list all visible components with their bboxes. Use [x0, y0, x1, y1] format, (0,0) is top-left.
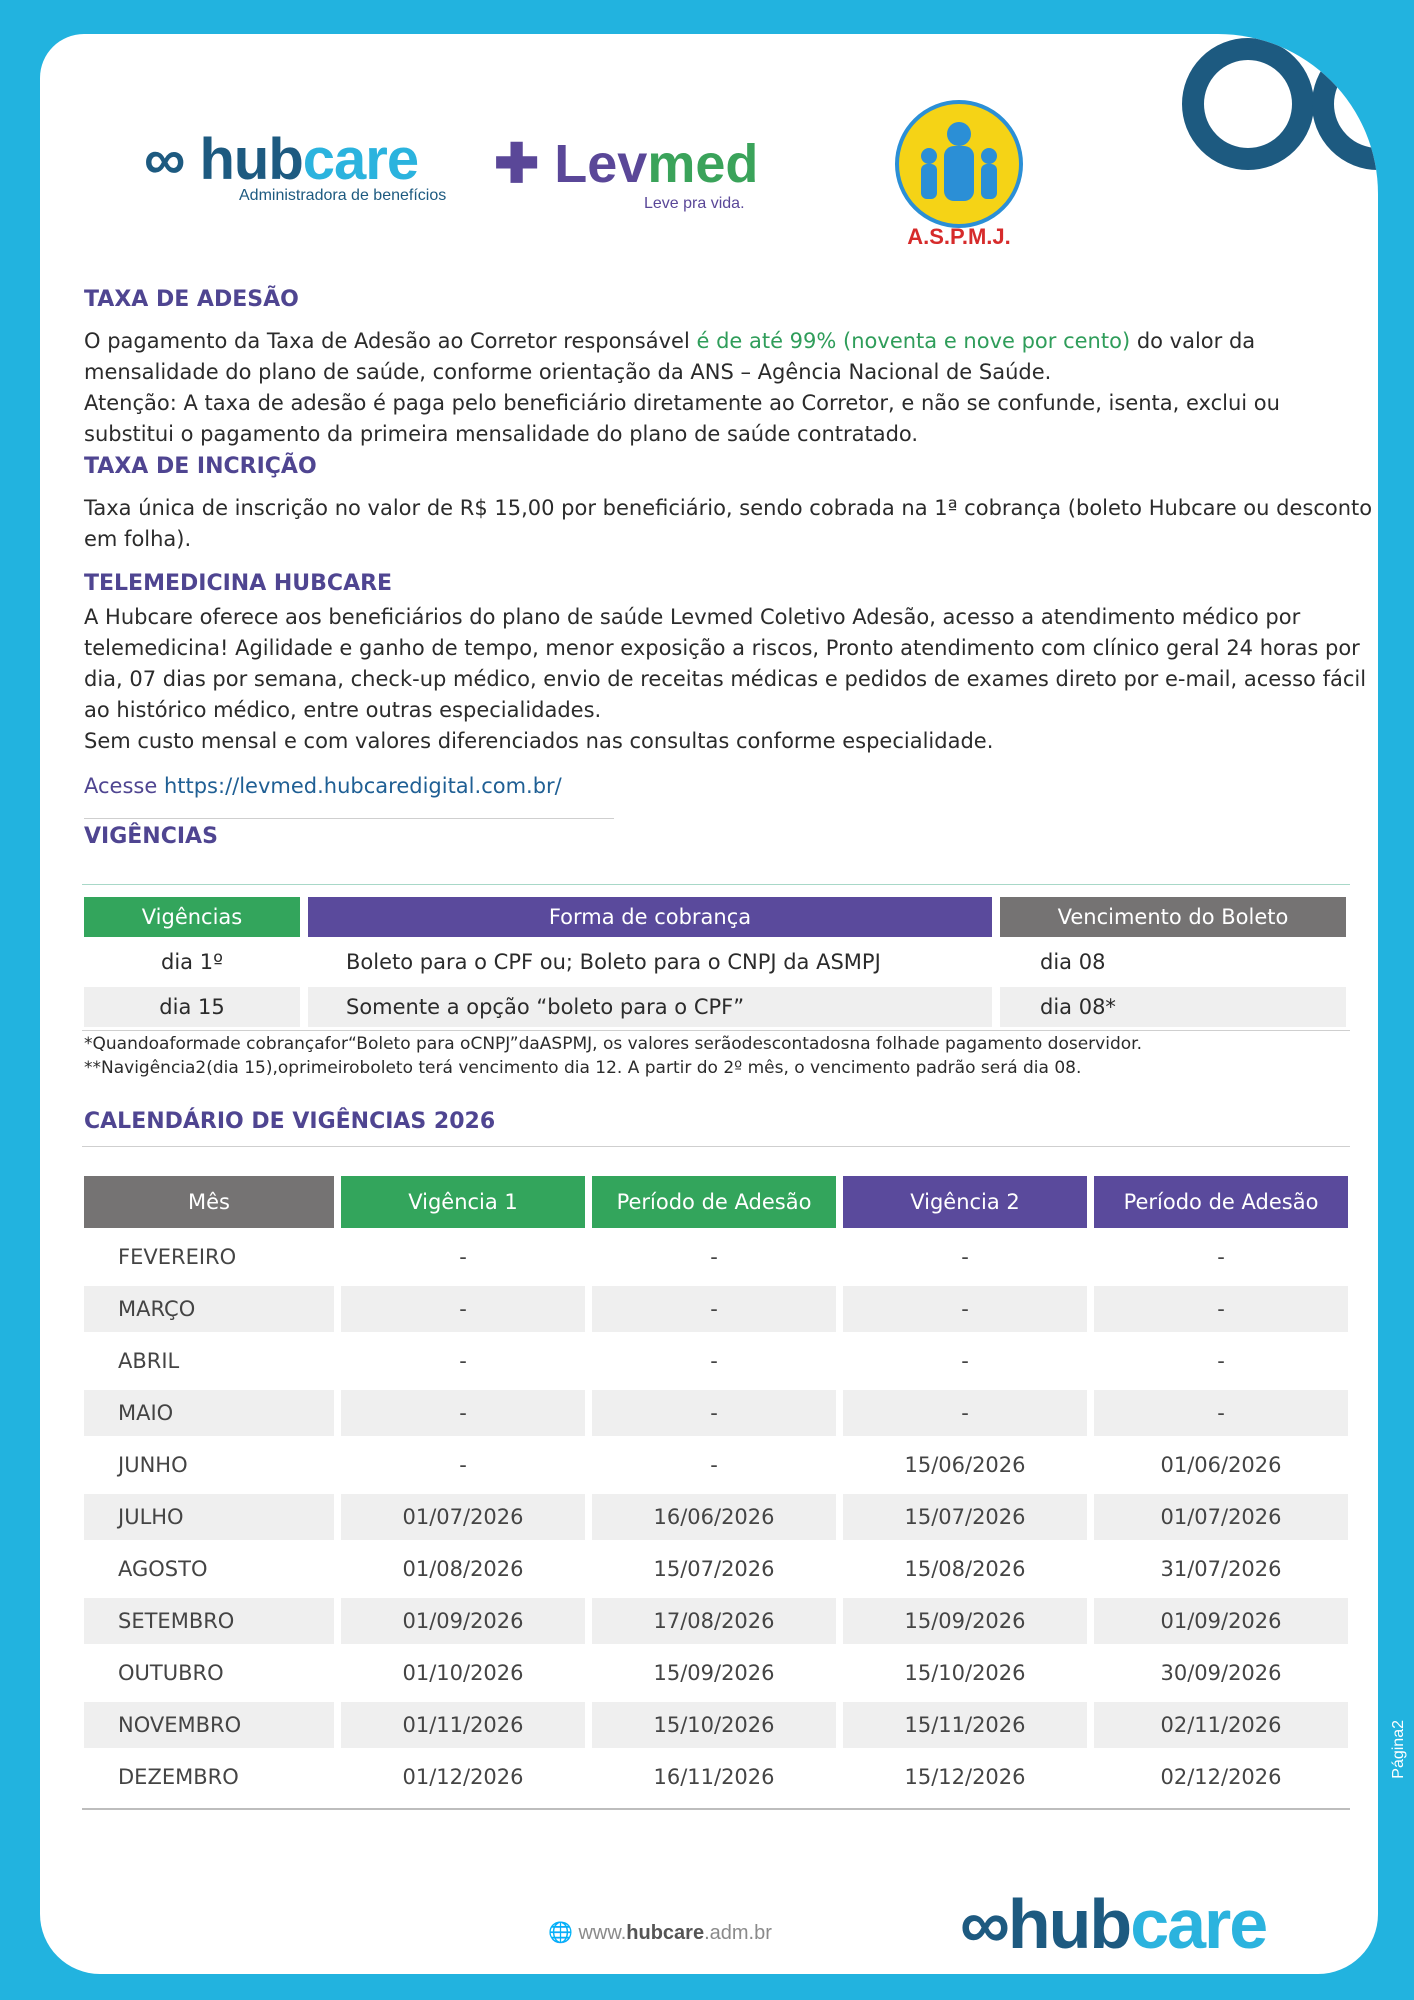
table-cell: - — [710, 1453, 718, 1477]
hubcare-logo-text-b: care — [302, 127, 419, 192]
table-cell: dia 15 — [84, 987, 300, 1027]
decorative-rings — [1138, 34, 1378, 214]
calendario-bottom-rule — [82, 1808, 1350, 1810]
svg-text:A.S.P.M.J.: A.S.P.M.J. — [907, 224, 1011, 249]
hubcare-logo-text-a: hub — [199, 127, 303, 192]
table-cell: 17/08/2026 — [592, 1598, 836, 1644]
table-cell: - — [1217, 1245, 1225, 1269]
table-cell: 02/11/2026 — [1094, 1702, 1348, 1748]
table-cell: - — [961, 1245, 969, 1269]
vigencias-header-forma: Forma de cobrança — [308, 897, 992, 937]
taxa-adesao-highlight: é de até 99% (noventa e nove por cento) — [696, 329, 1131, 353]
table-cell: 15/10/2026 — [904, 1661, 1026, 1685]
table-cell: 01/12/2026 — [402, 1765, 524, 1789]
table-cell: NOVEMBRO — [84, 1702, 334, 1748]
calendario-divider — [82, 1146, 1350, 1147]
table-cell: - — [459, 1453, 467, 1477]
table-cell: 01/09/2026 — [341, 1598, 585, 1644]
table-cell: - — [592, 1390, 836, 1436]
hubcare-tagline: Administradora de benefícios — [239, 187, 447, 204]
calendario-header-mes: Mês — [84, 1176, 334, 1228]
table-cell: SETEMBRO — [84, 1598, 334, 1644]
table-cell: - — [1094, 1390, 1348, 1436]
table-cell: 15/09/2026 — [843, 1598, 1087, 1644]
table-row — [84, 1442, 1348, 1488]
telemedicina-paragraph-1: A Hubcare oferece aos beneficiários do plano de saúde Levmed Coletivo Adesão, acesso a atendimento médico por telemedicina! Agilidade e ganho de tempo, menor exposição a riscos, Pronto atendimento com clínico geral 24 horas por dia, 07 dias por semana, check-up médico, envio de receitas médicas e pedidos de exames direto por e-mail, acesso fácil ao histórico médico, entre outras especialidades. — [84, 605, 1367, 722]
vigencias-header-vencimento: Vencimento do Boleto — [1000, 897, 1346, 937]
calendario-header-vigencia-2: Vigência 2 — [843, 1176, 1087, 1228]
table-cell: dia 08 — [1040, 950, 1106, 974]
table-cell: 15/12/2026 — [904, 1765, 1026, 1789]
table-cell: - — [459, 1245, 467, 1269]
telemedicina-link[interactable]: https://levmed.hubcaredigital.com.br/ — [163, 774, 562, 798]
table-row — [84, 1702, 1348, 1748]
table-cell: MARÇO — [84, 1286, 334, 1332]
vigencias-table-bottom-rule — [82, 1030, 1350, 1031]
table-cell: 01/08/2026 — [402, 1557, 524, 1581]
table-cell: 15/11/2026 — [843, 1702, 1087, 1748]
table-cell: 15/06/2026 — [904, 1453, 1026, 1477]
taxa-adesao-paragraph-1: O pagamento da Taxa de Adesão ao Corretor responsável é de até 99% (noventa e nove por cento) do valor da mensalidade do plano de saúde, conforme orientação da ANS – Agência Nacional de Saúde. — [84, 329, 1256, 384]
table-cell: 31/07/2026 — [1160, 1557, 1282, 1581]
telemedicina-paragraph-2: Sem custo mensal e com valores diferenciados nas consultas conforme especialidade. — [84, 729, 994, 753]
telemedicina-title: TELEMEDICINA HUBCARE — [84, 571, 393, 596]
telemedicina-access: Acesse https://levmed.hubcaredigital.com.br/ — [84, 774, 562, 798]
table-cell: 30/09/2026 — [1160, 1661, 1282, 1685]
document-page — [40, 34, 1378, 1974]
table-cell: - — [710, 1349, 718, 1373]
table-cell: 01/07/2026 — [1094, 1494, 1348, 1540]
table-row — [84, 1546, 1348, 1592]
table-row — [84, 1494, 1348, 1540]
levmed-cross-icon: ✚ — [494, 134, 555, 194]
vigencias-note-2: **Navigência2(dia 15),oprimeiroboleto terá vencimento dia 12. A partir do 2º mês, o vencimento padrão será dia 08. — [84, 1058, 1082, 1078]
vigencias-table — [76, 892, 1354, 1032]
table-cell: OUTUBRO — [118, 1661, 224, 1685]
table-row — [84, 1286, 1348, 1332]
table-row — [84, 1650, 1348, 1696]
table-cell: - — [341, 1286, 585, 1332]
table-row — [84, 1234, 1348, 1280]
table-cell: - — [459, 1349, 467, 1373]
taxa-adesao-title: TAXA DE ADESÃO — [84, 287, 299, 312]
levmed-logo-text-b: med — [647, 134, 759, 194]
hubcare-footer-icon: ∞ — [960, 1885, 1008, 1963]
table-cell: DEZEMBRO — [118, 1765, 239, 1789]
table-row — [84, 1338, 1348, 1384]
table-cell: AGOSTO — [118, 1557, 208, 1581]
globe-icon: 🌐 — [548, 1922, 579, 1944]
table-cell: 15/08/2026 — [904, 1557, 1026, 1581]
table-cell: 15/09/2026 — [653, 1661, 775, 1685]
page-number-label: Página2 — [1390, 1720, 1407, 1779]
table-cell: - — [1217, 1349, 1225, 1373]
header-logos — [104, 76, 1104, 249]
table-row — [84, 1754, 1348, 1800]
vigencias-divider — [84, 818, 614, 819]
table-cell: JULHO — [84, 1494, 334, 1540]
table-row — [84, 1390, 1348, 1436]
calendario-title: CALENDÁRIO DE VIGÊNCIAS 2026 — [84, 1109, 496, 1134]
footer-website: 🌐 www.hubcare.adm.br — [548, 1922, 772, 1944]
table-cell: - — [843, 1286, 1087, 1332]
vigencias-note-1: *Quandoaformade cobrançafor“Boleto para oCNPJ”daASPMJ, os valores serãodescontadosna folhade pagamento doservidor. — [84, 1034, 1142, 1054]
table-cell: - — [1094, 1286, 1348, 1332]
table-cell: MAIO — [84, 1390, 334, 1436]
table-cell: dia 1º — [161, 950, 223, 974]
calendario-header-adesao-2: Período de Adesão — [1094, 1176, 1348, 1228]
calendario-header-adesao-1: Período de Adesão — [592, 1176, 836, 1228]
hubcare-logo-icon: ∞ — [144, 127, 200, 192]
table-cell: FEVEREIRO — [118, 1245, 237, 1269]
footer-hubcare-logo: ∞hubcare — [960, 1885, 1267, 1963]
table-cell: 02/12/2026 — [1160, 1765, 1282, 1789]
table-cell: 16/06/2026 — [592, 1494, 836, 1540]
table-cell: - — [843, 1390, 1087, 1436]
taxa-inscricao-title: TAXA DE INCRIÇÃO — [84, 454, 317, 479]
table-cell: Somente a opção “boleto para o CPF” — [308, 987, 992, 1027]
main-content — [84, 239, 1374, 849]
table-cell: - — [961, 1349, 969, 1373]
calendario-table — [77, 1170, 1355, 1806]
table-cell: 15/07/2026 — [843, 1494, 1087, 1540]
table-cell: 01/07/2026 — [341, 1494, 585, 1540]
vigencias-header-vigencias: Vigências — [84, 897, 300, 937]
table-cell: 01/06/2026 — [1160, 1453, 1282, 1477]
table-cell: 01/10/2026 — [402, 1661, 524, 1685]
vigencias-table-top-rule — [82, 884, 1350, 885]
hubcare-logo — [144, 126, 446, 205]
table-cell: dia 08* — [1000, 987, 1346, 1027]
table-cell: 01/11/2026 — [341, 1702, 585, 1748]
table-cell: - — [341, 1390, 585, 1436]
table-row — [84, 987, 1346, 1027]
table-cell: 01/09/2026 — [1094, 1598, 1348, 1644]
calendario-header-vigencia-1: Vigência 1 — [341, 1176, 585, 1228]
table-cell: Boleto para o CPF ou; Boleto para o CNPJ da ASMPJ — [346, 950, 881, 974]
table-cell: 16/11/2026 — [653, 1765, 775, 1789]
table-cell: ABRIL — [118, 1349, 180, 1373]
table-cell: - — [592, 1286, 836, 1332]
taxa-inscricao-paragraph: Taxa única de inscrição no valor de R$ 15,00 por beneficiário, sendo cobrada na 1ª cobrança (boleto Hubcare ou desconto em folha). — [84, 496, 1373, 551]
table-cell: JUNHO — [118, 1453, 188, 1477]
levmed-tagline: Leve pra vida. — [644, 195, 745, 212]
table-row — [84, 1598, 1348, 1644]
table-cell: 15/10/2026 — [592, 1702, 836, 1748]
levmed-logo-text-a: Lev — [554, 134, 648, 194]
levmed-logo — [494, 132, 758, 213]
table-row — [84, 942, 1346, 982]
table-cell: 15/07/2026 — [653, 1557, 775, 1581]
vigencias-title: VIGÊNCIAS — [84, 824, 218, 849]
taxa-adesao-paragraph-2: Atenção: A taxa de adesão é paga pelo beneficiário diretamente ao Corretor, e não se confunde, isenta, exclui ou substitui o pagamento da primeira mensalidade do plano de saúde contratado. — [84, 391, 1280, 446]
table-cell: - — [710, 1245, 718, 1269]
